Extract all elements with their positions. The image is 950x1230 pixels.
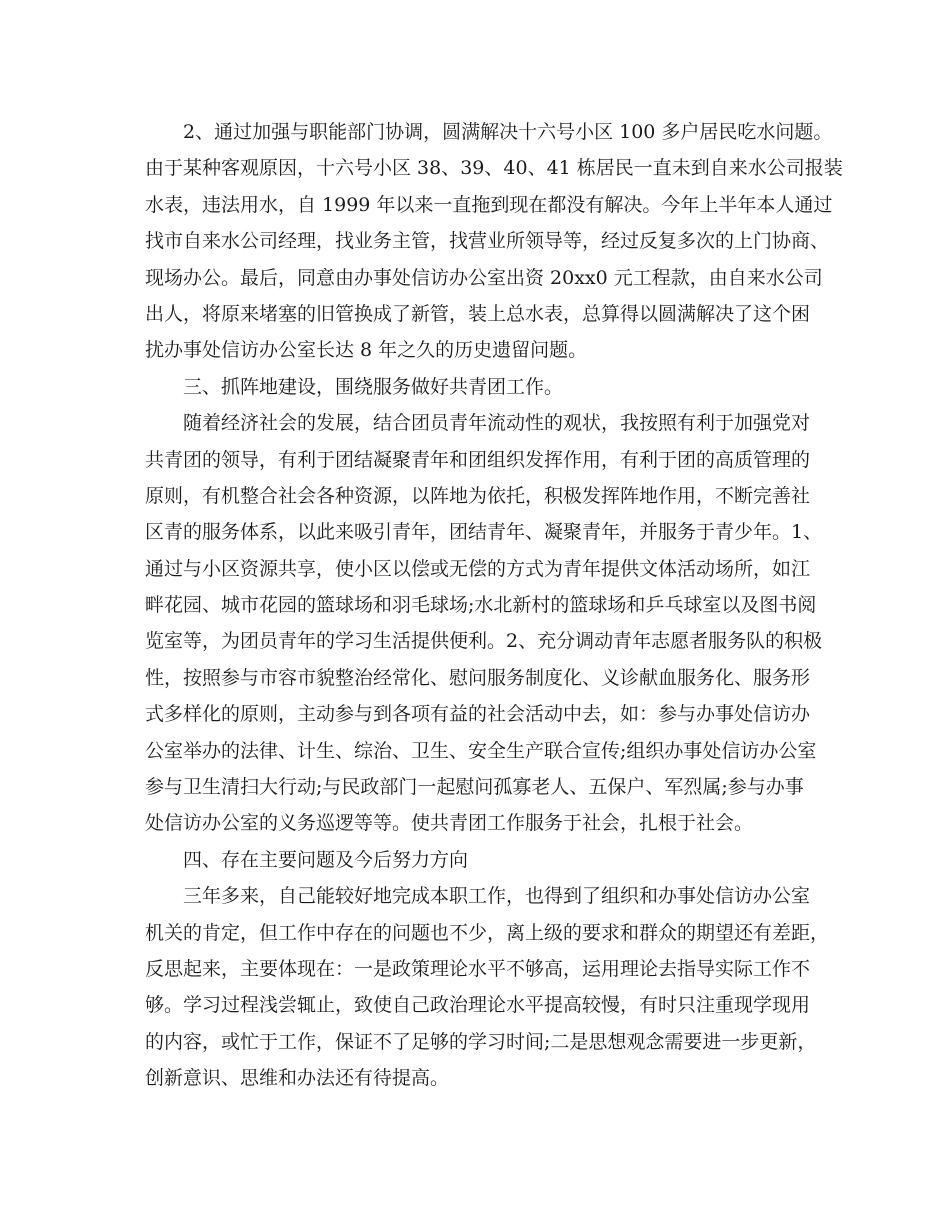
text-line: 通过与小区资源共享，使小区以偿或无偿的方式为青年提供文体活动场所，如江 [145, 557, 811, 580]
text-line: 四、存在主要问题及今后努力方向 [183, 848, 469, 871]
text-line: 览室等，为团员青年的学习生活提供便利。2、充分调动青年志愿者服务队的积极 [145, 630, 823, 653]
text-line: 原则，有机整合社会各种资源，以阵地为依托，积极发挥阵地作用，不断完善社 [145, 484, 811, 507]
text-line: 现场办公。最后，同意由办事处信访办公室出资 20xx0 元工程款，由自来水公司 [145, 266, 823, 289]
text-line: 式多样化的原则，主动参与到各项有益的社会活动中去，如：参与办事处信访办 [145, 703, 811, 726]
text-line: 的内容，或忙于工作，保证不了足够的学习时间;二是思想观念需要进一步更新， [145, 1030, 817, 1053]
text-line: 扰办事处信访办公室长达 8 年之久的历史遗留问题。 [145, 339, 588, 362]
text-line: 三年多来，自己能较好地完成本职工作，也得到了组织和办事处信访办公室 [183, 885, 811, 908]
text-line: 反思起来，主要体现在：一是政策理论水平不够高，运用理论去指导实际工作不 [145, 957, 811, 980]
text-line: 区青的服务体系，以此来吸引青年，团结青年、凝聚青年，并服务于青少年。1、 [145, 521, 823, 544]
text-line: 创新意识、思维和办法还有待提高。 [145, 1067, 450, 1090]
text-line: 畔花园、城市花园的篮球场和羽毛球场;水北新村的篮球场和乒乓球室以及图书阅 [145, 594, 817, 617]
text-line: 共青团的领导，有利于团结凝聚青年和团组织发挥作用，有利于团的高质管理的 [145, 448, 811, 471]
text-line: 随着经济社会的发展，结合团员青年流动性的观状，我按照有利于加强党对 [183, 412, 811, 435]
text-line: 够。学习过程浅尝辄止，致使自己政治理论水平提高较慢，有时只注重现学现用 [145, 994, 811, 1017]
text-line: 三、抓阵地建设，围绕服务做好共青团工作。 [183, 375, 564, 398]
text-line: 找市自来水公司经理，找业务主管，找营业所领导等，经过反复多次的上门协商、 [145, 230, 830, 253]
text-line: 水表，违法用水，自 1999 年以来一直拖到现在都没有解决。今年上半年本人通过 [145, 193, 833, 216]
text-line: 由于某种客观原因，十六号小区 38、39、40、41 栋居民一直未到自来水公司报装 [145, 157, 843, 180]
text-line: 性，按照参与市容市貌整治经常化、慰问服务制度化、义诊献血服务化、服务形 [145, 666, 811, 689]
text-line: 公室举办的法律、计生、综治、卫生、安全生产联合宣传;组织办事处信访办公室 [145, 739, 817, 762]
text-line: 2、通过加强与职能部门协调，圆满解决十六号小区 100 多户居民吃水问题。 [183, 121, 833, 143]
document-body [145, 114, 843, 1097]
text-line: 机关的肯定，但工作中存在的问题也不少，离上级的要求和群众的期望还有差距， [145, 921, 830, 944]
text-line: 出人，将原来堵塞的旧管换成了新管，装上总水表，总算得以圆满解决了这个困 [145, 302, 811, 325]
text-line: 参与卫生清扫大行动;与民政部门一起慰问孤寡老人、五保户、军烈属;参与办事 [145, 776, 804, 799]
text-line: 处信访办公室的义务巡逻等等。使共青团工作服务于社会，扎根于社会。 [145, 812, 754, 835]
